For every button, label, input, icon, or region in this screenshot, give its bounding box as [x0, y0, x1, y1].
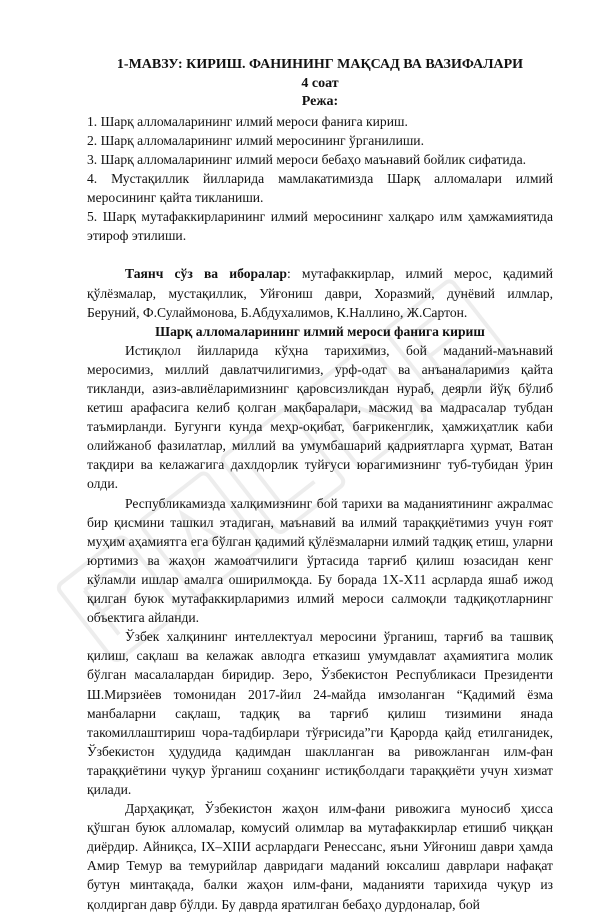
keywords-label: Таянч сўз ва иборалар [125, 266, 287, 282]
spacer [87, 245, 553, 264]
keywords-text: : мутафаккирлар, илмий мерос, қадимий қўлёзмалар, мустақиллик, Уйғониш даври, Хоразмий, дунёвий илмлар, Беруний, Ф.Сулаймонова, Б.Абдухалимов, К.Наллино, Ж.Сартон. [87, 266, 553, 320]
document-body [87, 56, 553, 914]
page-title: 1-МАВЗУ: КИРИШ. ФАНИНИНГ МАҚСАД ВА ВАЗИФАЛАРИ [116, 57, 524, 72]
plan-item: 2. Шарқ алломаларининг илмий меросининг ўрганилиши. [87, 132, 424, 148]
keywords-paragraph [87, 264, 553, 321]
hours-label: 4 соат [301, 75, 339, 91]
body-paragraph: Ўзбек халқининг интеллектуал меросини ўрганиш, тарғиб ва ташвиқ қилиш, сақлаш ва келажак авлодга етказиш умумдавлат аҳамиятига молик бўлган масалалардан биридир. Зеро, Ўзбекистон Республикаси Президенти Ш.Мирзиёев томонидан 2017-йил 24-майда имзоланган “Қадимий ёзма манбаларни сақлаш, тадқиқ ва тарғиб қилиш тизимини янада такомиллаштириш чора-тадбирлари тўғрисида”ги Қарорда қайд етилганидек, Ўзбекистон ҳудудида қадимдан шаклланган ва ривожланган илм-фан тараққиётини чуқур ўрганиш соҳанинг истиқболдаги тараққиёти учун хизмат қилади. [87, 629, 553, 797]
section-heading: Шарқ алломаларининг илмий мероси фанига кириш [155, 323, 485, 339]
body-paragraph: Истиқлол йилларида кўҳна тарихимиз, бой маданий-маънавий меросимиз, миллий давлатчилигимиз, урф-одат ва анъаналаримиз қайта тикланди, азиз-авлиёларимизнинг қаровсизликдан нураб, деярли йўқ бўлиб кетиш арафасига келиб қолган мақбаралари, масжид ва мадрасалар тубдан таъмирланди. Бугунги кунда меҳр-оқибат, бағрикенглик, ҳамжиҳатлик каби олийжаноб фазилатлар, миллий ва умумбашарий қадриятларга ҳурмат, Ватан тақдири ва келажагига дахлдорлик туйғуси юрагимизнинг туб-тубидан ўрин олди. [87, 342, 553, 492]
plan-item: 3. Шарқ алломаларининг илмий мероси бебаҳо маънавий бойлик сифатида. [87, 151, 527, 167]
plan-item: 4. Мустақиллик йилларида мамлакатимизда Шарқ алломалари илмий меросининг қайта тикланиши. [87, 171, 553, 206]
plan-list [87, 112, 553, 246]
body-paragraph: Дарҳақиқат, Ўзбекистон жаҳон илм-фани ривожига муносиб ҳисса қўшган буюк алломалар, комусий олимлар ва мутафаккирлар етишиб чиққан диёрдир. Айниқса, IX–XIIИ асрлардаги Ренессанс, яъни Уйғониш даври ҳамда Амир Темур ва темурийлар давридаги маданий юксалиш даврлари нафақат бутун минтақада, балки жаҳон илм-фани, маданияти тарихида чуқур из қолдирган давр бўлди. Бу даврда яратилган бебаҳо дурдоналар, бой [87, 801, 553, 912]
plan-item: 5. Шарқ мутафаккирларининг илмий меросининг халқаро илм ҳамжамиятида этироф этилиши. [87, 209, 553, 244]
plan-heading: Режа: [301, 94, 339, 110]
body-paragraph: Республикамизда халқимизнинг бой тарихи ва маданиятининг ажралмас бир қисмини ташкил этадиган, маънавий ва илмий тараққиётимиз учун ғоят муҳим аҳамиятга ега бўлган қадимий қўлёзмаларни илмий тадқиқ етиш, уларни юртимиз ва жаҳон жамоатчилиги ўртасида тарғиб қилиш юзасидан кенг кўламли ишлар амалга оширилмоқда. Бу борада 1Х-Х11 асрларда яшаб ижод қилган буюк мутафаккирларимиз илмий мероси салмоқли тадқиқотларнинг объектига айланди. [87, 495, 553, 626]
plan-item: 1. Шарқ алломаларининг илмий мероси фанига кириш. [87, 113, 408, 129]
